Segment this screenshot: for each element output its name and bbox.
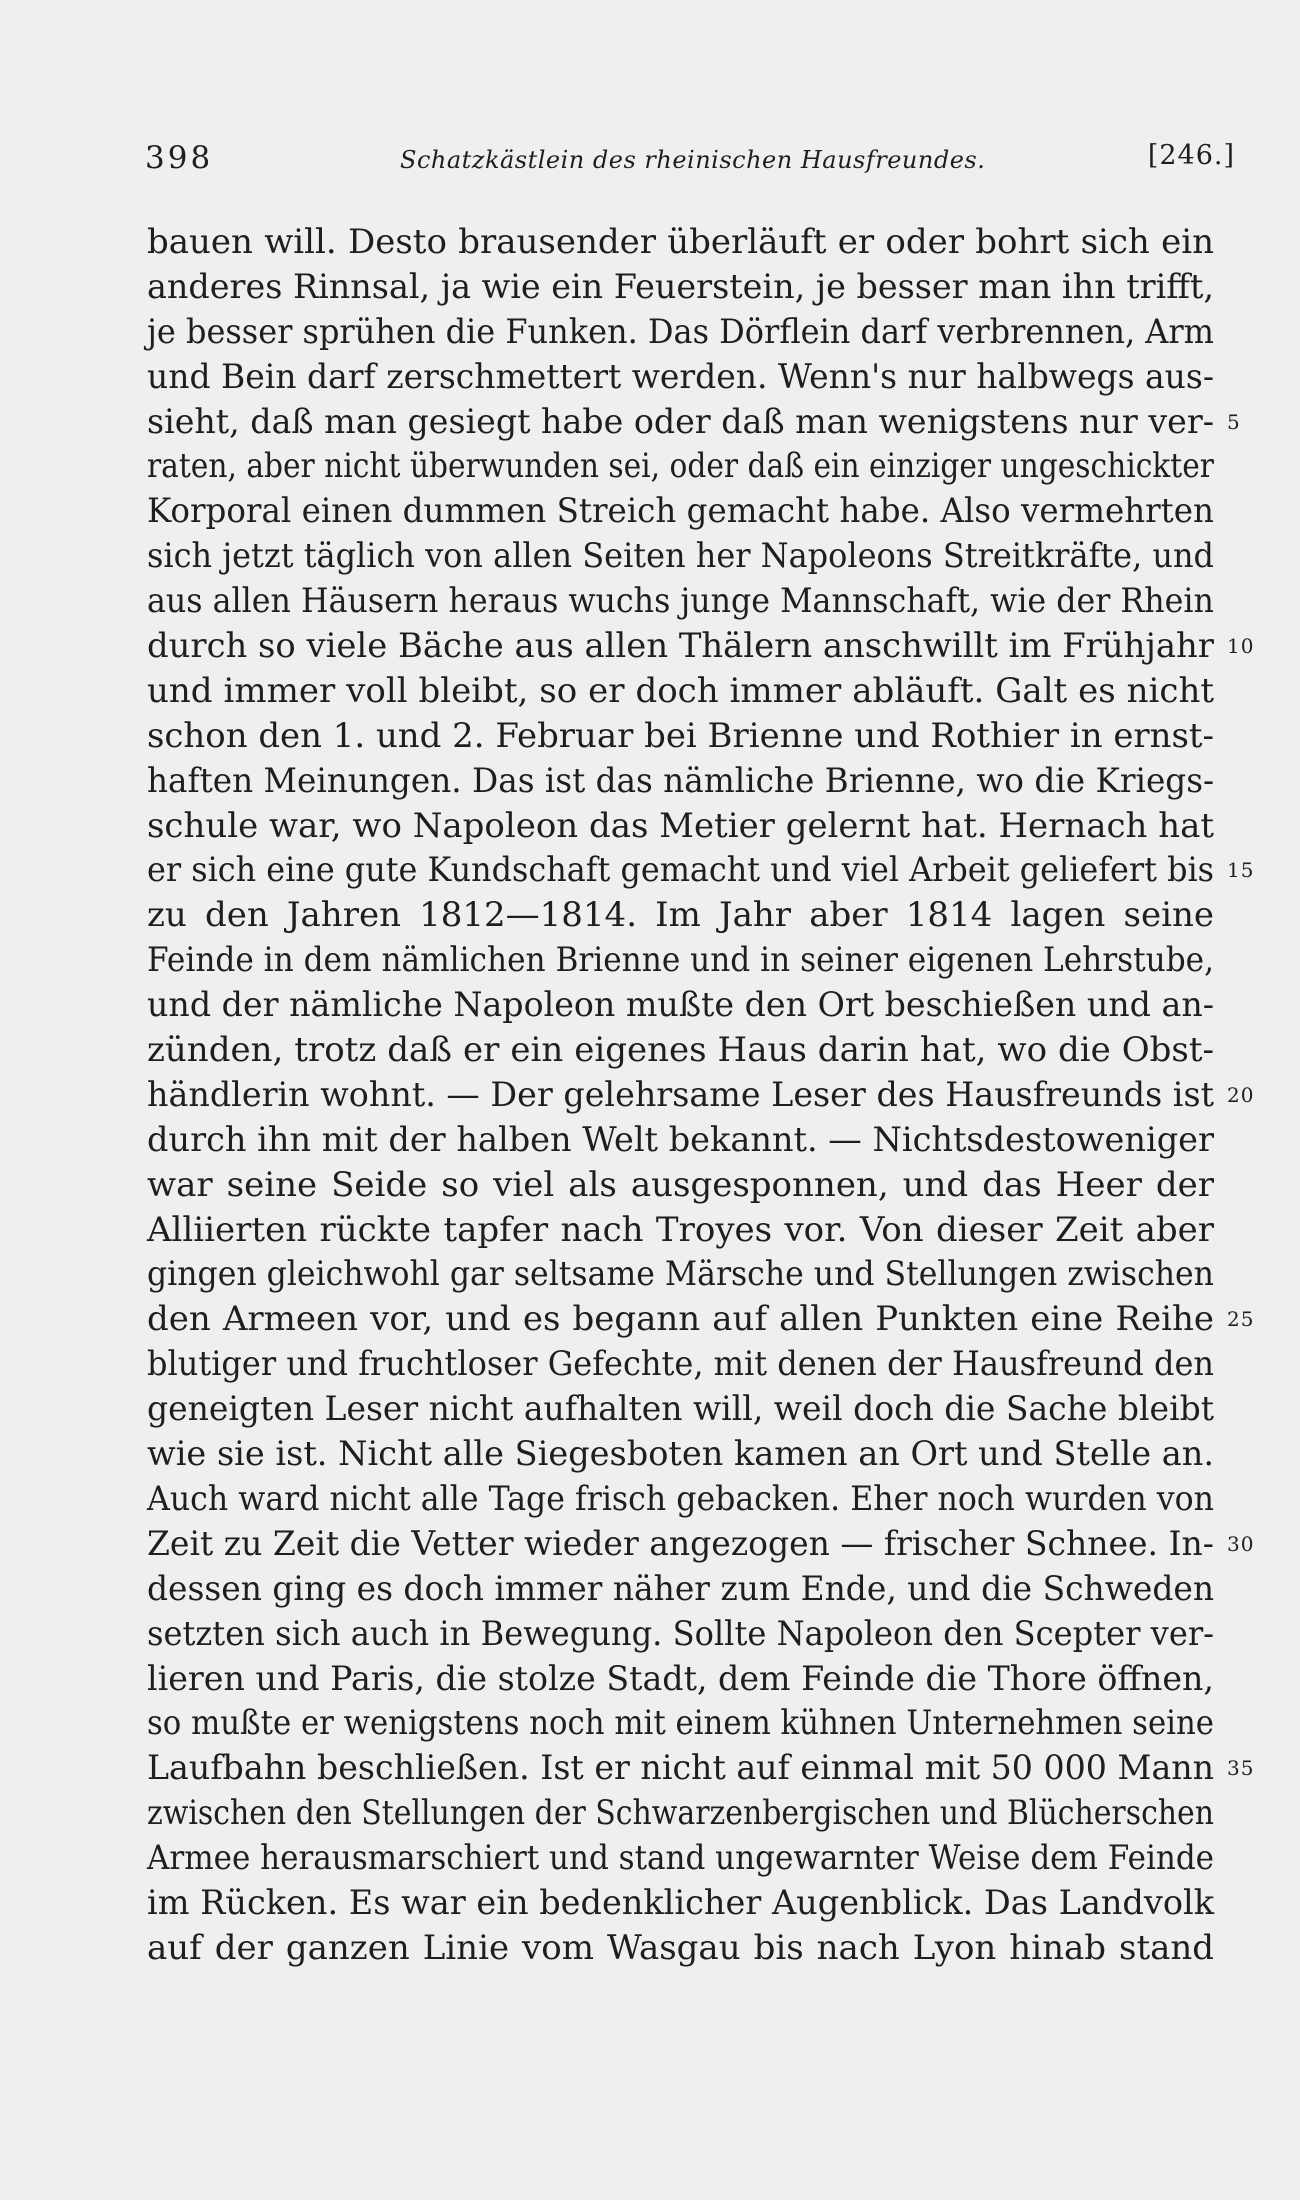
text-line (147, 1432, 1214, 1477)
text-line-content: sieht, daß man gesiegt habe oder daß man wenigstens nur ver- (147, 401, 1214, 442)
text-line-content: geneigten Leser nicht aufhalten will, weil doch die Sache bleibt (147, 1389, 1214, 1430)
text-line (147, 893, 1214, 938)
text-line (147, 624, 1255, 669)
text-line (147, 1028, 1214, 1073)
text-line-content: raten, aber nicht überwunden sei, oder daß ein einziger ungeschickter (147, 446, 1214, 487)
text-line (147, 1118, 1214, 1163)
text-line (147, 669, 1214, 714)
text-line-content: und immer voll bleibt, so er doch immer abläuft. Galt es nicht (147, 670, 1215, 711)
text-line-content: auf der ganzen Linie vom Wasgau bis nach Lyon hinab stand (147, 1927, 1215, 1968)
text-line-content: durch so viele Bäche aus allen Thälern anschwillt im Frühjahr (147, 626, 1214, 667)
text-line-content: zwischen den Stellungen der Schwarzenbergischen und Blücherschen (147, 1793, 1215, 1834)
text-line-content: lieren und Paris, die stolze Stadt, dem Feinde die Thore öffnen, (147, 1658, 1214, 1699)
text-line-content: und Bein darf zerschmettert werden. Wenn's nur halbwegs aus- (147, 356, 1214, 397)
text-line-content: Armee herausmarschiert und stand ungewarnter Weise dem Feinde (147, 1838, 1215, 1879)
text-line-content: den Armeen vor, und es begann auf allen Punkten eine Reihe (147, 1299, 1214, 1340)
text-line-content: zünden, trotz daß er ein eigenes Haus darin hat, wo die Obst- (147, 1030, 1215, 1071)
text-line (147, 265, 1214, 310)
text-line-content: Feinde in dem nämlichen Brienne und in seiner eigenen Lehrstube, (147, 940, 1215, 981)
text-line-content: je besser sprühen die Funken. Das Dörflein darf verbrennen, Arm (147, 311, 1214, 352)
text-line (147, 1701, 1214, 1746)
text-line-content: haften Meinungen. Das ist das nämliche Brienne, wo die Kriegs- (147, 760, 1215, 801)
text-line (147, 579, 1214, 624)
text-line (147, 355, 1214, 400)
text-line-content: anderes Rinnsal, ja wie ein Feuerstein, je besser man ihn trifft, (147, 266, 1215, 307)
text-line (147, 1163, 1214, 1208)
text-line (147, 489, 1214, 534)
text-line (147, 1342, 1214, 1387)
text-line (147, 759, 1214, 804)
line-number: 30 (1227, 1531, 1255, 1556)
text-line-content: schule war, wo Napoleon das Metier gelernt hat. Hernach hat (147, 805, 1214, 846)
text-line (147, 444, 1214, 489)
page-header (145, 140, 1235, 184)
text-line (147, 1926, 1214, 1971)
text-line-content: Laufbahn beschließen. Ist er nicht auf einmal mit 50 000 Mann (147, 1748, 1215, 1789)
text-line (147, 1791, 1214, 1836)
text-line-content: aus allen Häusern heraus wuchs junge Mannschaft, wie der Rhein (147, 581, 1214, 622)
text-line (147, 1612, 1214, 1657)
text-line-content: und der nämliche Napoleon mußte den Ort beschießen und an- (147, 985, 1215, 1026)
text-line (147, 1477, 1214, 1522)
line-number: 20 (1227, 1082, 1255, 1107)
text-line (147, 1567, 1214, 1612)
body-text (147, 220, 1255, 1971)
text-line-content: zu den Jahren 1812—1814. Im Jahr aber 1814 lagen seine (147, 895, 1214, 936)
text-line (147, 1387, 1214, 1432)
line-number: 10 (1227, 634, 1255, 659)
text-line-content: er sich eine gute Kundschaft gemacht und viel Arbeit geliefert bis (147, 850, 1215, 891)
text-line-content: setzten sich auch in Bewegung. Sollte Napoleon den Scepter ver- (147, 1613, 1215, 1654)
text-line (147, 1881, 1214, 1926)
text-line (147, 1208, 1214, 1253)
text-line (147, 1657, 1214, 1702)
page-number: 398 (145, 140, 214, 176)
text-line (147, 1252, 1214, 1297)
text-line (147, 804, 1214, 849)
text-line-content: Alliierten rückte tapfer nach Troyes vor. Von dieser Zeit aber (147, 1209, 1215, 1250)
line-number: 5 (1227, 409, 1241, 434)
text-line (147, 1836, 1214, 1881)
text-line-content: dessen ging es doch immer näher zum Ende, und die Schweden (147, 1568, 1215, 1609)
text-line-content: im Rücken. Es war ein bedenklicher Augenblick. Das Landvolk (147, 1882, 1215, 1923)
text-line (147, 983, 1214, 1028)
text-line-content: Korporal einen dummen Streich gemacht habe. Also vermehrten (147, 491, 1214, 532)
text-line (147, 220, 1214, 265)
text-line-content: schon den 1. und 2. Februar bei Brienne und Rothier in ernst- (147, 715, 1215, 756)
text-line-content: so mußte er wenigstens noch mit einem kühnen Unternehmen seine (147, 1703, 1215, 1744)
text-line-content: war seine Seide so viel als ausgesponnen, und das Heer der (147, 1164, 1214, 1205)
text-line (147, 714, 1214, 759)
text-line (147, 1746, 1255, 1791)
text-line (147, 1297, 1255, 1342)
text-line-content: durch ihn mit der halben Welt bekannt. — Nichtsdestoweniger (147, 1119, 1215, 1160)
text-line (147, 848, 1255, 893)
text-line (147, 1522, 1255, 1567)
text-line-content: Zeit zu Zeit die Vetter wieder angezogen — frischer Schnee. In- (147, 1523, 1214, 1564)
section-reference: [246.] (1147, 140, 1235, 171)
text-line (147, 1073, 1255, 1118)
text-line (147, 310, 1214, 355)
text-line-content: bauen will. Desto brausender überläuft er oder bohrt sich ein (147, 222, 1214, 262)
line-number: 25 (1227, 1307, 1255, 1332)
line-number: 15 (1227, 858, 1255, 883)
text-line (147, 938, 1214, 983)
text-line-content: gingen gleichwohl gar seltsame Märsche und Stellungen zwischen (147, 1254, 1214, 1295)
line-number: 35 (1227, 1756, 1255, 1781)
text-line-content: händlerin wohnt. — Der gelehrsame Leser des Hausfreunds ist (147, 1074, 1214, 1115)
text-line-content: Auch ward nicht alle Tage frisch gebacken. Eher noch wurden von (147, 1478, 1215, 1519)
text-line (147, 400, 1241, 445)
text-line-content: wie sie ist. Nicht alle Siegesboten kamen an Ort und Stelle an. (147, 1434, 1214, 1475)
text-line-content: blutiger und fruchtloser Gefechte, mit denen der Hausfreund den (147, 1344, 1215, 1385)
running-title: Schatzkästlein des rheinischen Hausfreundes. (400, 146, 986, 174)
text-line-content: sich jetzt täglich von allen Seiten her Napoleons Streitkräfte, und (147, 536, 1214, 577)
text-line (147, 534, 1214, 579)
